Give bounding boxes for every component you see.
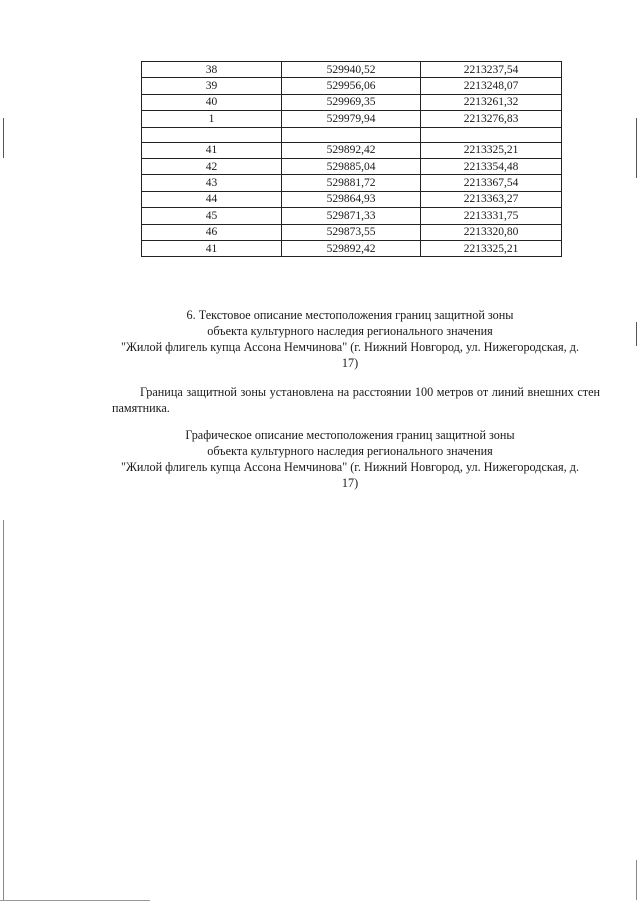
- y-coordinate-cell: 2213261,32: [421, 94, 562, 110]
- coordinates-table: [141, 61, 562, 257]
- table-row: [142, 78, 562, 94]
- scan-artifact-right-mid: [636, 322, 637, 346]
- section-6-heading-line-4: 17): [341, 356, 359, 370]
- graphic-heading-line-4: 17): [341, 476, 359, 490]
- point-number-cell: [142, 127, 282, 142]
- point-number-cell: 41: [142, 240, 282, 256]
- x-coordinate-cell: 529892,42: [282, 142, 421, 158]
- scan-artifact-left-bottom: [3, 520, 4, 900]
- point-number-cell: 44: [142, 191, 282, 207]
- y-coordinate-cell: 2213363,27: [421, 191, 562, 207]
- x-coordinate-cell: 529969,35: [282, 94, 421, 110]
- table-row: [142, 191, 562, 207]
- x-coordinate-cell: 529979,94: [282, 111, 421, 127]
- scan-artifact-right-top: [636, 118, 637, 178]
- table-row: [142, 62, 562, 78]
- x-coordinate-cell: 529864,93: [282, 191, 421, 207]
- point-number-cell: 1: [142, 111, 282, 127]
- table-row: [142, 240, 562, 256]
- y-coordinate-cell: 2213325,21: [421, 142, 562, 158]
- table-row-empty: [142, 127, 562, 142]
- y-coordinate-cell: 2213276,83: [421, 111, 562, 127]
- graphic-heading-line-2: объекта культурного наследия регионального значения: [207, 444, 493, 458]
- x-coordinate-cell: 529873,55: [282, 224, 421, 240]
- point-number-cell: 42: [142, 158, 282, 174]
- table-row: [142, 142, 562, 158]
- table-row: [142, 111, 562, 127]
- point-number-cell: 38: [142, 62, 282, 78]
- y-coordinate-cell: 2213331,75: [421, 208, 562, 224]
- scan-artifact-right-bottom: [636, 860, 637, 900]
- point-number-cell: 46: [142, 224, 282, 240]
- graphic-heading-line-3: "Жилой флигель купца Ассона Немчинова" (г. Нижний Новгород, ул. Нижегородская, д.: [121, 460, 579, 474]
- table-row: [142, 94, 562, 110]
- y-coordinate-cell: 2213320,80: [421, 224, 562, 240]
- graphic-description-heading: [100, 427, 600, 491]
- point-number-cell: 45: [142, 208, 282, 224]
- point-number-cell: 43: [142, 175, 282, 191]
- protection-zone-paragraph: Граница защитной зоны установлена на расстоянии 100 метров от линий внешних стен памятника.: [112, 385, 600, 415]
- section-6-heading-line-2: объекта культурного наследия регионального значения: [207, 324, 493, 338]
- graphic-heading-line-1: Графическое описание местоположения границ защитной зоны: [185, 428, 515, 442]
- point-number-cell: 39: [142, 78, 282, 94]
- scan-artifact-bottom-edge: [0, 900, 150, 901]
- table-row: [142, 158, 562, 174]
- x-coordinate-cell: 529892,42: [282, 240, 421, 256]
- y-coordinate-cell: 2213354,48: [421, 158, 562, 174]
- section-6-heading: [100, 307, 600, 371]
- y-coordinate-cell: 2213237,54: [421, 62, 562, 78]
- x-coordinate-cell: 529871,33: [282, 208, 421, 224]
- section-6-heading-line-1: 6. Текстовое описание местоположения границ защитной зоны: [186, 308, 514, 322]
- x-coordinate-cell: 529956,06: [282, 78, 421, 94]
- x-coordinate-cell: 529885,04: [282, 158, 421, 174]
- point-number-cell: 41: [142, 142, 282, 158]
- y-coordinate-cell: 2213325,21: [421, 240, 562, 256]
- y-coordinate-cell: [421, 127, 562, 142]
- y-coordinate-cell: 2213248,07: [421, 78, 562, 94]
- table-row: [142, 224, 562, 240]
- table-row: [142, 208, 562, 224]
- table-row: [142, 175, 562, 191]
- scan-artifact-left-top: [3, 118, 4, 158]
- y-coordinate-cell: 2213367,54: [421, 175, 562, 191]
- point-number-cell: 40: [142, 94, 282, 110]
- x-coordinate-cell: 529881,72: [282, 175, 421, 191]
- x-coordinate-cell: 529940,52: [282, 62, 421, 78]
- x-coordinate-cell: [282, 127, 421, 142]
- section-6-heading-line-3: "Жилой флигель купца Ассона Немчинова" (г. Нижний Новгород, ул. Нижегородская, д.: [121, 340, 579, 354]
